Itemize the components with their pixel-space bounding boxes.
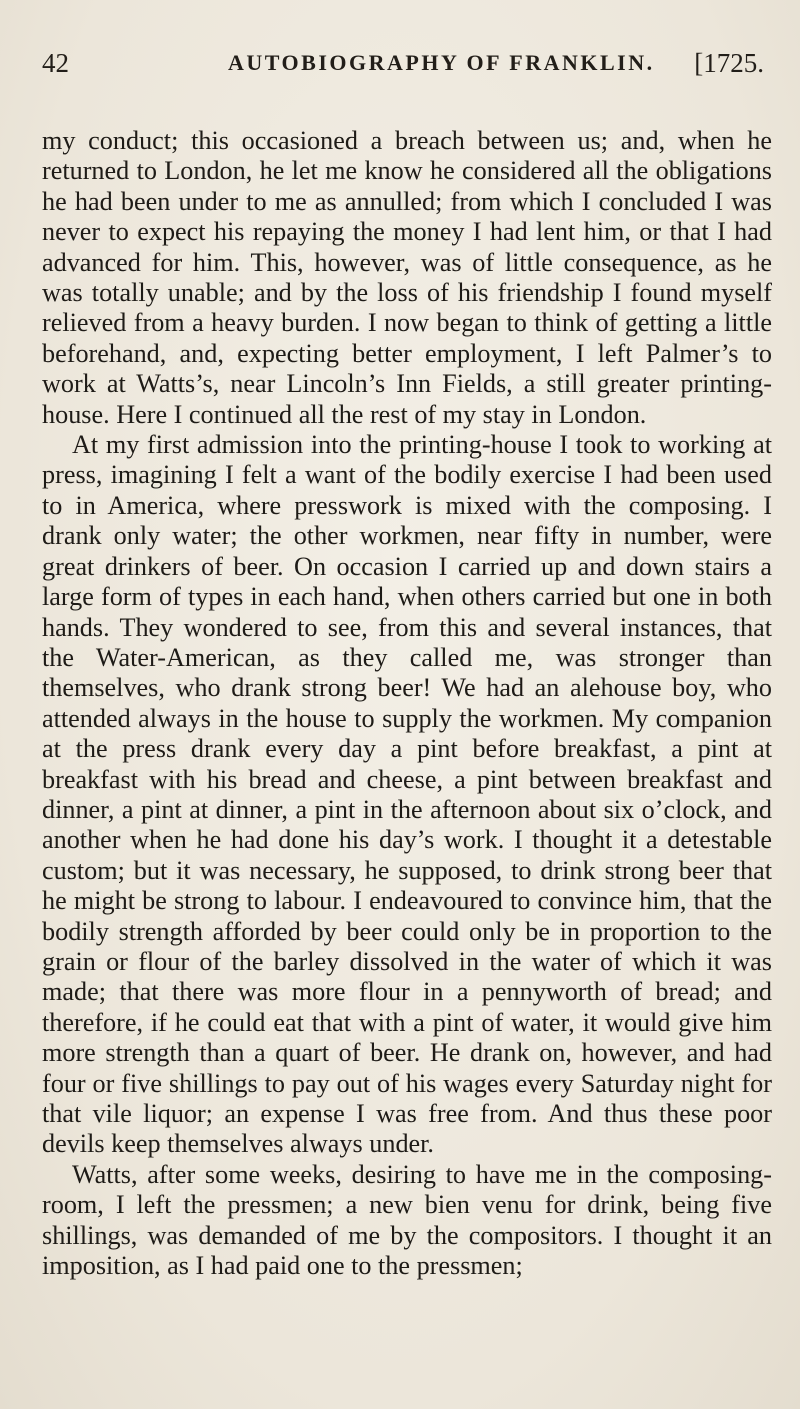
running-title: AUTOBIOGRAPHY OF FRANKLIN. — [228, 50, 655, 75]
paragraph-printing-house: At my first admission into the printing-house I took to working at press, imagining I felt a want of the bodily exercise I had been used to in America, where presswork is mixed with the composing. I drank only water; the other workmen, near fifty in number, were great drinkers of beer. On occasion I carried up and down stairs a large form of types in each hand, when others carried but one in both hands. They wondered to see, from this and several instances, that the Water-American, as they called me, was stronger than themselves, who drank strong beer! We had an alehouse boy, who attended always in the house to supply the workmen. My companion at the press drank every day a pint before breakfast, a pint at breakfast with his bread and cheese, a pint between breakfast and dinner, a pint at dinner, a pint in the afternoon about six o’clock, and another when he had done his day’s work. I thought it a detestable custom; but it was necessary, he supposed, to drink strong beer that he might be strong to labour. I endeavoured to convince him, that the bodily strength afforded by beer could only be in proportion to the grain or flour of the barley dissolved in the water of which it was made; that there was more flour in a pennyworth of bread; and therefore, if he could eat that with a pint of water, it would give him more strength than a quart of beer. He drank on, however, and had four or five shillings to pay out of his wages every Saturday night for that vile liquor; an expense I was free from. And thus these poor devils keep themselves always under. — [42, 430, 772, 1159]
paragraph-continuation: my conduct; this occasioned a breach between us; and, when he returned to London, he let me know he considered all the obligations he had been under to me as annulled; from which I concluded I was never to expect his repaying the money I had lent him, or that I had advanced for him. This, however, was of little consequence, as he was totally unable; and by the loss of his friendship I found myself relieved from a heavy burden. I now began to think of getting a little beforehand, and, expecting better employment, I left Palmer’s to work at Watts’s, near Lincoln’s Inn Fields, a still greater printing-house. Here I continued all the rest of my stay in London. — [42, 126, 772, 429]
body-text — [42, 126, 772, 1281]
running-year: [1725. — [694, 48, 764, 78]
paragraph-composing-room: Watts, after some weeks, desiring to have me in the composing-room, I left the pressmen; a new bien venu for drink, being five shillings, was demanded of me by the compositors. I thought it an imposition, as I had paid one to the pressmen; — [42, 1159, 772, 1281]
page-number: 42 — [42, 48, 69, 78]
running-head — [42, 48, 764, 88]
